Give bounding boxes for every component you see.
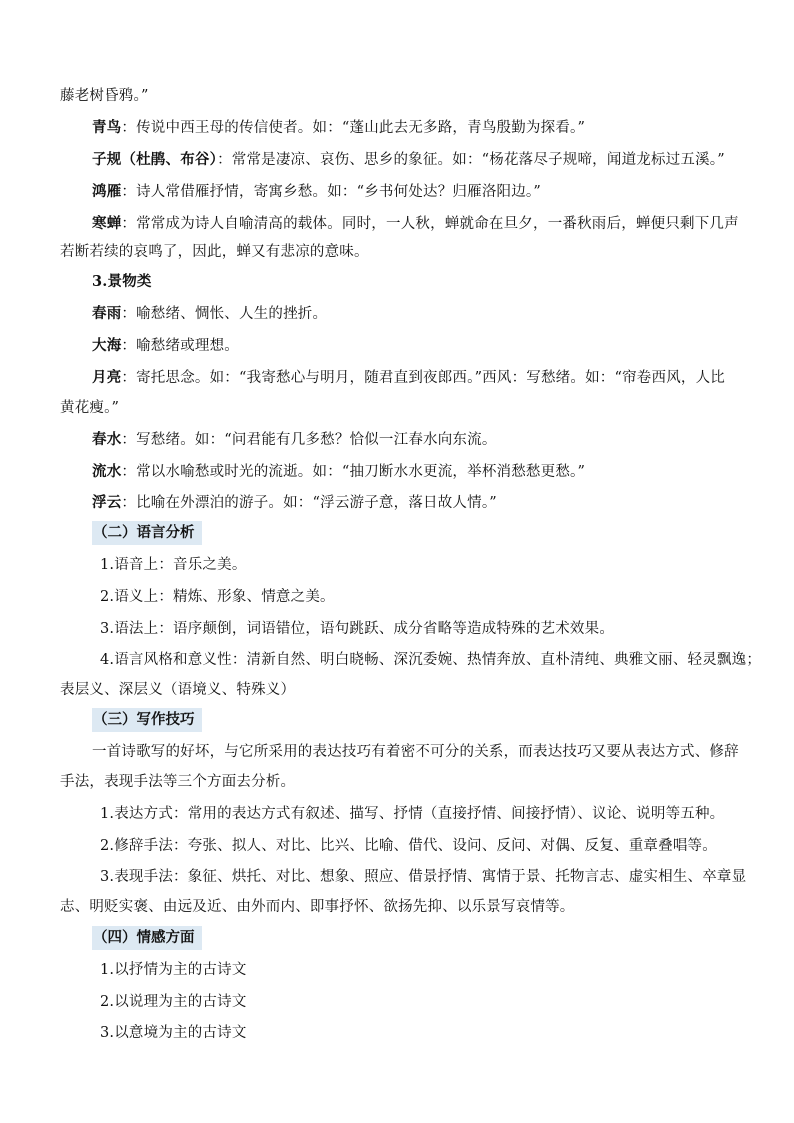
text: 2.修辞手法：夸张、拟人、对比、比兴、比喻、借代、设问、反问、对偶、反复、重章叠唱等。 bbox=[100, 838, 717, 854]
definition: ：写愁绪。如：“问君能有几多愁？恰似一江春水向东流。 bbox=[121, 432, 497, 448]
text-line bbox=[100, 867, 746, 887]
text: 3.景物类 bbox=[92, 273, 152, 290]
glossary-entry-liushui bbox=[92, 462, 585, 482]
text-line bbox=[60, 772, 295, 792]
subsection-heading bbox=[92, 272, 152, 292]
glossary-entry-hanchan bbox=[92, 214, 739, 234]
text-line bbox=[100, 650, 761, 670]
definition: ：喻愁绪或理想。 bbox=[121, 338, 240, 354]
text: 3.表现手法：象征、烘托、对比、想象、照应、借景抒情、寓情于景、托物言志、虚实相生、卒章显 bbox=[100, 869, 747, 885]
text: （二）语言分析 bbox=[93, 524, 195, 541]
glossary-entry-fuyun bbox=[92, 493, 497, 513]
text-line bbox=[100, 555, 247, 575]
term: 大海 bbox=[92, 337, 122, 354]
text-line bbox=[100, 804, 724, 824]
text: 一首诗歌写的好坏，与它所采用的表达技巧有着密不可分的关系，而表达技巧又要从表达方式、修辞 bbox=[92, 744, 739, 760]
text: 藤老树昏鸦。” bbox=[60, 88, 149, 104]
term: 青鸟 bbox=[92, 119, 122, 136]
text-line bbox=[60, 86, 149, 106]
term: 鸿雁 bbox=[92, 183, 122, 200]
definition: ：常常成为诗人自喻清高的载体。同时，一人秋，蝉就命在旦夕，一番秋雨后，蝉便只剩下几声 bbox=[121, 216, 739, 232]
text-line bbox=[100, 836, 717, 856]
text-line bbox=[60, 897, 575, 917]
section-heading-writing bbox=[93, 708, 195, 732]
text-line bbox=[60, 680, 295, 700]
text: 4.语言风格和意义性：清新自然、明白晓畅、深沉委婉、热情奔放、直朴清纯、典雅文丽、轻灵飘逸； bbox=[100, 652, 762, 668]
text: （三）写作技巧 bbox=[93, 711, 195, 728]
definition: ：常常是凄凉、哀伤、思乡的象征。如：“杨花落尽子规啼，闻道龙标过五溪。” bbox=[217, 152, 725, 168]
term: 春水 bbox=[92, 431, 122, 448]
definition: ：传说中西王母的传信使者。如：“蓬山此去无多路，青鸟殷勤为探看。” bbox=[121, 120, 586, 136]
definition: ：诗人常借雁抒情，寄寓乡愁。如：“乡书何处达？归雁洛阳边。” bbox=[121, 184, 541, 200]
text-line bbox=[100, 1023, 247, 1043]
text: 志、明贬实褒、由远及近、由外而内、即事抒怀、欲扬先抑、以乐景写哀情等。 bbox=[60, 899, 575, 915]
term: 浮云 bbox=[92, 494, 122, 511]
text-line bbox=[100, 992, 247, 1012]
text: 2.以说理为主的古诗文 bbox=[100, 994, 247, 1010]
term: 子规（杜鹃、布谷） bbox=[92, 151, 218, 168]
term: 月亮 bbox=[92, 369, 122, 386]
text-line bbox=[100, 619, 614, 639]
glossary-entry-chunyu bbox=[92, 304, 327, 324]
term: 寒蝉 bbox=[92, 215, 122, 232]
text-line bbox=[60, 398, 119, 418]
text: 手法，表现手法等三个方面去分析。 bbox=[60, 774, 296, 790]
text: 表层义、深层义（语境义、特殊义） bbox=[60, 682, 296, 698]
glossary-entry-hongyan bbox=[92, 182, 541, 202]
term: 春雨 bbox=[92, 305, 122, 322]
section-heading-emotion bbox=[93, 926, 195, 950]
term: 流水 bbox=[92, 463, 122, 480]
text: 3.以意境为主的古诗文 bbox=[100, 1025, 247, 1041]
definition: ：喻愁绪、惆怅、人生的挫折。 bbox=[121, 306, 328, 322]
section-heading-language bbox=[93, 521, 195, 545]
glossary-entry-dahai bbox=[92, 336, 239, 356]
text: 1.以抒情为主的古诗文 bbox=[100, 962, 247, 978]
text: 1.表达方式：常用的表达方式有叙述、描写、抒情（直接抒情、间接抒情）、议论、说明等五种。 bbox=[100, 806, 725, 822]
text-line bbox=[60, 242, 369, 262]
text: 2.语义上：精炼、形象、情意之美。 bbox=[100, 589, 335, 605]
definition: ：常以水喻愁或时光的流逝。如：“抽刀断水水更流，举杯消愁愁更愁。” bbox=[121, 464, 586, 480]
text: 1.语音上：音乐之美。 bbox=[100, 557, 247, 573]
text: 若断若续的哀鸣了，因此，蝉又有悲凉的意味。 bbox=[60, 244, 369, 260]
glossary-entry-zigui bbox=[92, 150, 725, 170]
text: 黄花瘦。” bbox=[60, 400, 120, 416]
glossary-entry-qingniao bbox=[92, 118, 585, 138]
definition: ：比喻在外漂泊的游子。如：“浮云游子意，落日故人情。” bbox=[121, 495, 497, 511]
text-line bbox=[100, 960, 247, 980]
text-line bbox=[92, 742, 739, 762]
glossary-entry-yueliang bbox=[92, 368, 725, 388]
definition: ：寄托思念。如：“我寄愁心与明月，随君直到夜郎西。”西风：写愁绪。如：“帘卷西风，人比 bbox=[121, 370, 725, 386]
text: （四）情感方面 bbox=[93, 929, 195, 946]
text: 3.语法上：语序颠倒，词语错位，语句跳跃、成分省略等造成特殊的艺术效果。 bbox=[100, 621, 615, 637]
text-line bbox=[100, 587, 335, 607]
glossary-entry-chunshui bbox=[92, 430, 497, 450]
